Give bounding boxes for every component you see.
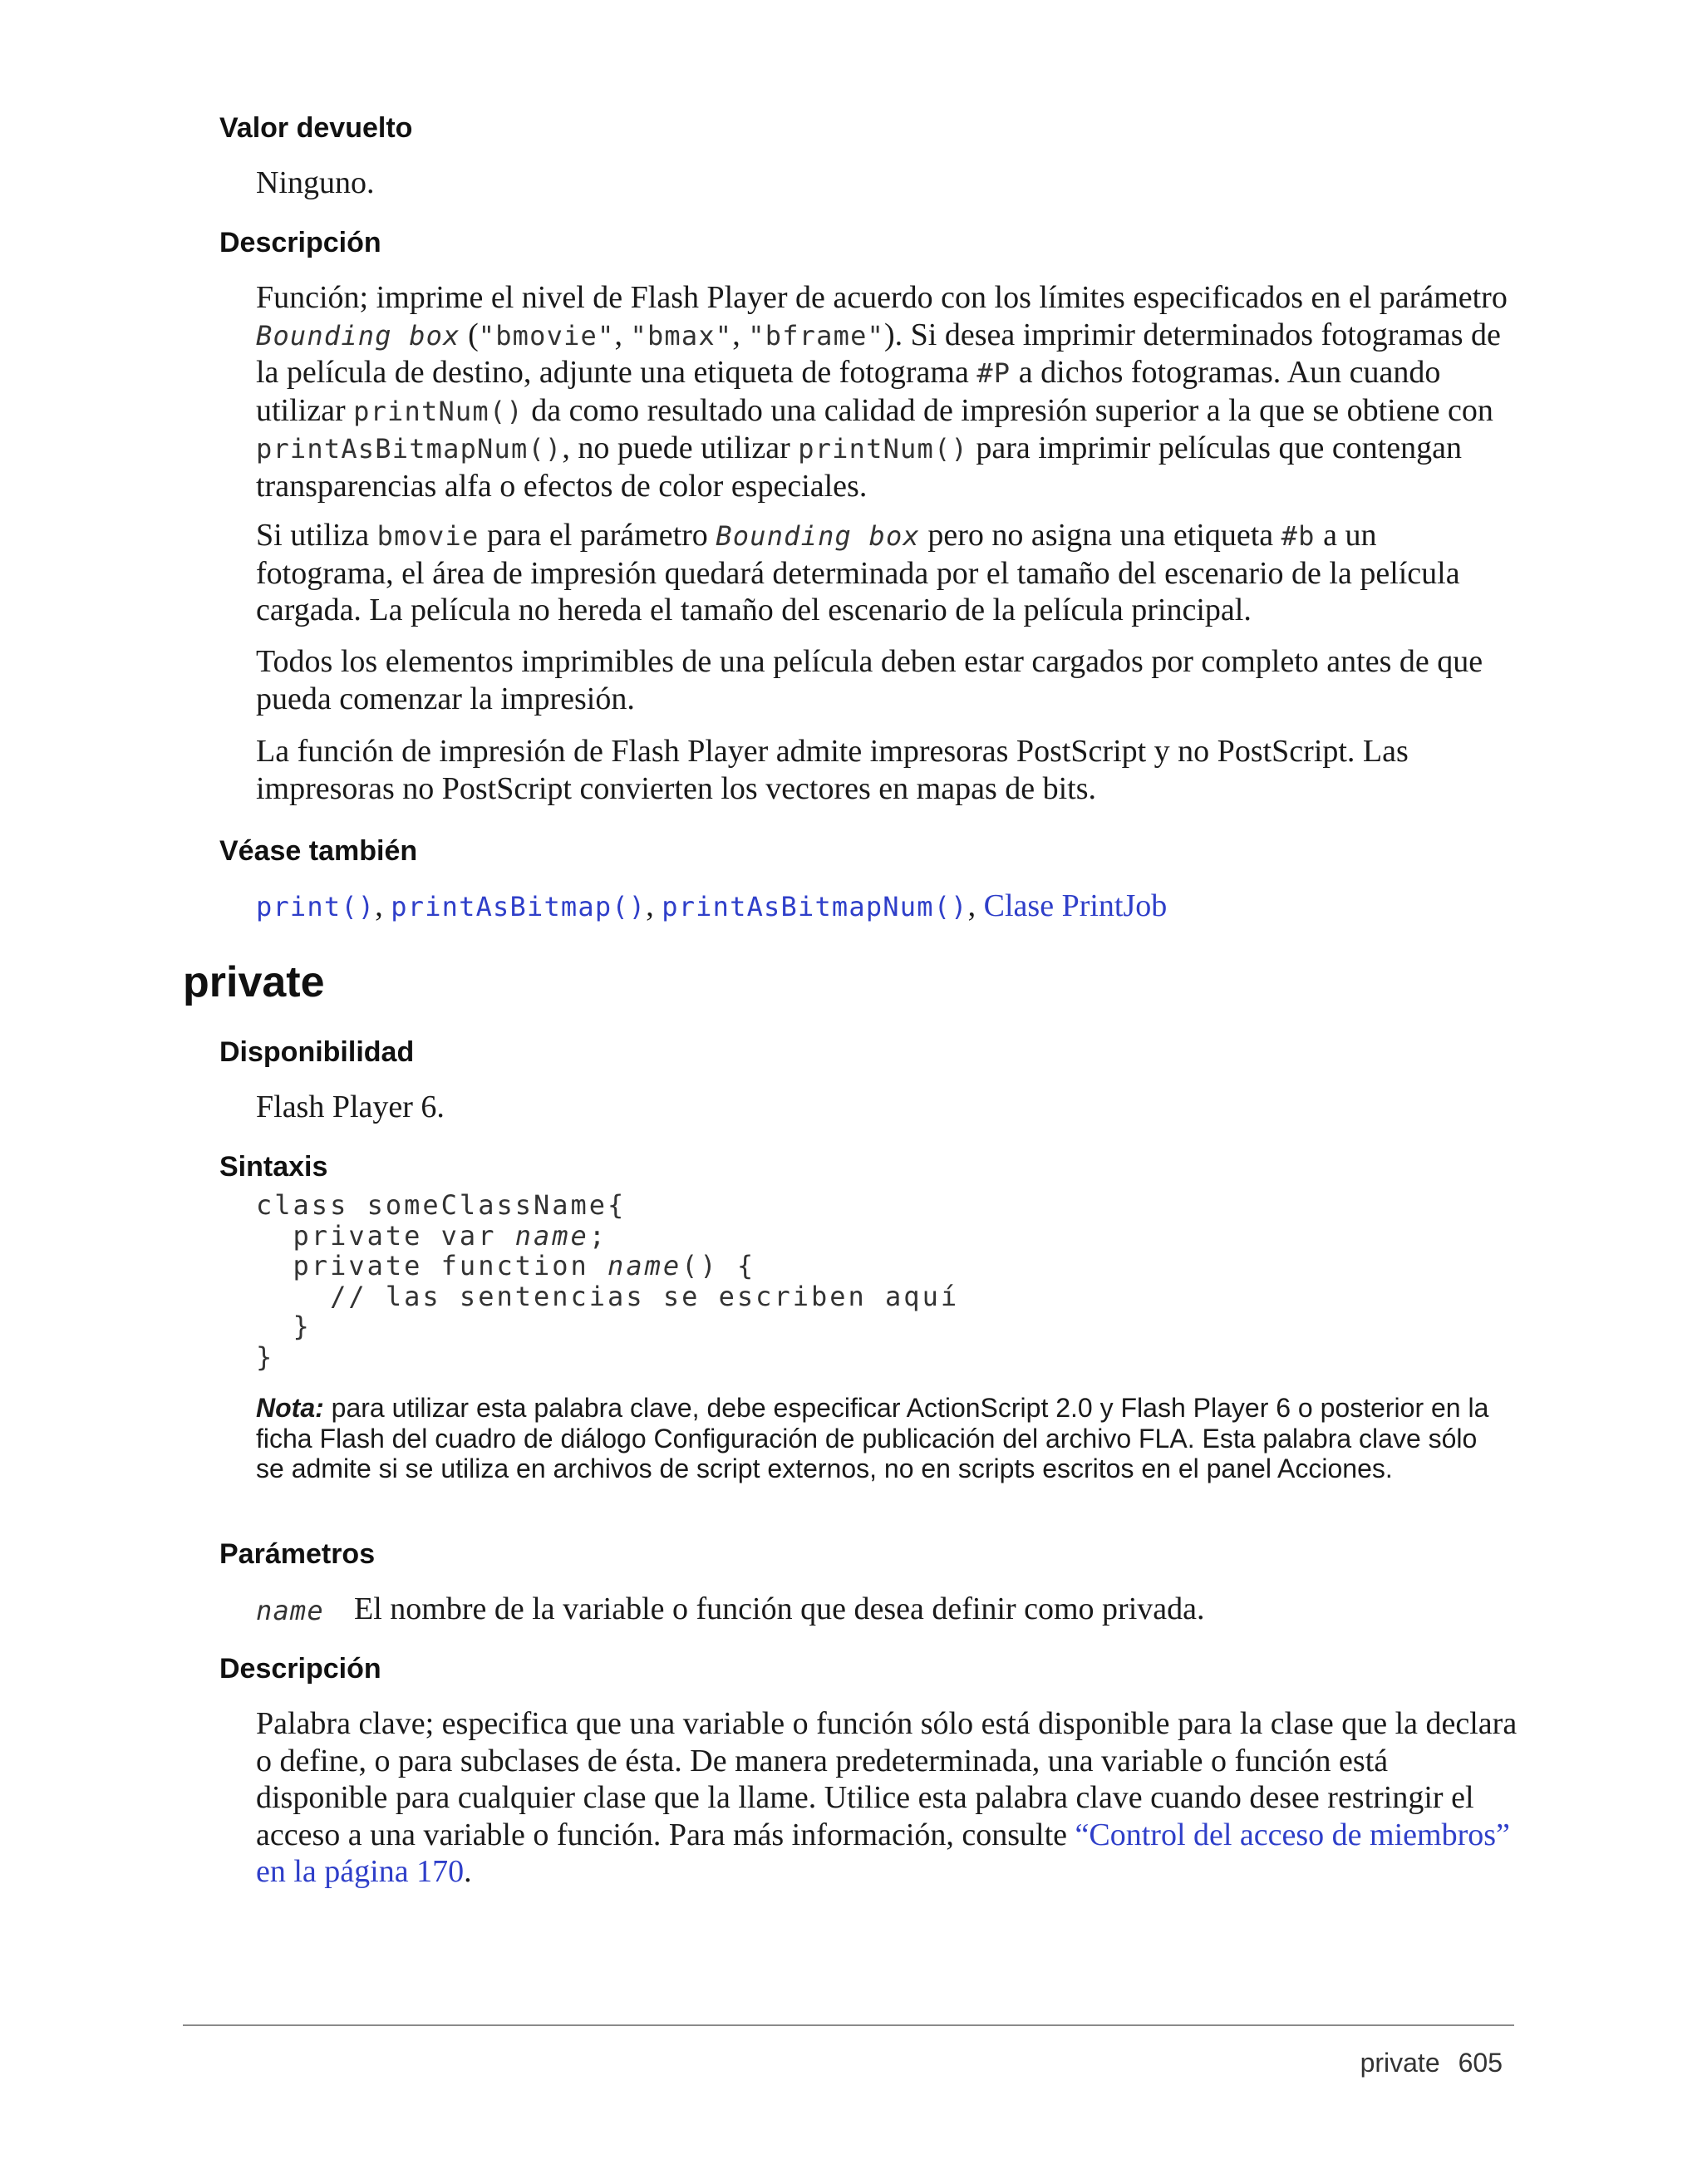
section-heading-parametros: Parámetros <box>219 1538 376 1570</box>
page-footer <box>1360 2046 1503 2079</box>
code-identifier: name <box>514 1219 589 1252</box>
footer-label: private <box>1360 2048 1440 2078</box>
text-run: para imprimir películas que contengan transparencias alfa o efectos de color especiales. <box>256 430 1462 504</box>
code-punct: ; <box>588 1219 608 1252</box>
code-bmovie: "bmovie" <box>478 319 615 352</box>
code-identifier: name <box>608 1250 682 1282</box>
code-bframe: "bframe" <box>748 319 885 352</box>
text-run: para el parámetro <box>479 518 716 553</box>
code-frame-label-b: #b <box>1281 520 1316 552</box>
code-line: class someClassName{ <box>256 1189 627 1221</box>
code-printnum: printNum() <box>353 395 524 427</box>
text-run: pero no asigna una etiqueta <box>919 518 1281 553</box>
note-paragraph <box>256 1393 1511 1484</box>
descripcion-paragraph-3: Todos los elementos imprimibles de una película deben estar cargados por completo antes de que pueda comenzar la impresión. <box>256 644 1483 716</box>
text-run: . <box>464 1854 472 1889</box>
text-run: Si utiliza <box>256 518 377 553</box>
text-run: a dichos fotogramas. Aun cuando utilizar <box>256 355 1441 428</box>
entry-title: private <box>183 958 325 1006</box>
text-run: ). Si desea imprimir determinados fotogramas de la película de destino, adjunte una etiqueta de fotograma <box>256 317 1501 390</box>
valor-devuelto-text: Ninguno. <box>256 165 375 200</box>
code-bounding-box: Bounding box <box>716 520 920 552</box>
section-heading-descripcion: Descripción <box>219 227 381 258</box>
section-heading-disponibilidad: Disponibilidad <box>219 1036 415 1068</box>
code-line: private function <box>256 1250 608 1282</box>
section-heading-descripcion: Descripción <box>219 1653 381 1685</box>
code-line: } <box>256 1340 275 1373</box>
text-run: da como resultado una calidad de impresión superior a la que se obtiene con <box>523 392 1493 428</box>
footer-rule <box>183 2024 1514 2026</box>
note-label: Nota: <box>256 1393 324 1423</box>
text-run: Función; imprime el nivel de Flash Player de acuerdo con los límites especificados en el parámetro <box>256 280 1508 315</box>
code-printasbitmapnum: printAsBitmapNum() <box>256 433 563 465</box>
code-line: private var <box>256 1219 515 1252</box>
separator: , <box>646 888 662 923</box>
see-also-links <box>256 888 1519 926</box>
section-heading-valor-devuelto: Valor devuelto <box>219 112 413 144</box>
page-number: 605 <box>1458 2048 1503 2078</box>
code-printnum: printNum() <box>798 433 968 465</box>
link-printasbitmapnum[interactable]: printAsBitmapNum() <box>662 891 968 922</box>
text-run: , <box>732 317 749 352</box>
section-heading-sintaxis: Sintaxis <box>219 1151 328 1183</box>
separator: , <box>967 888 984 923</box>
text-run: , no puede utilizar <box>562 430 799 465</box>
section-heading-vease-tambien: Véase también <box>219 835 418 867</box>
code-comment: // las sentencias se escriben aquí <box>256 1280 960 1312</box>
code-bmovie: bmovie <box>376 520 480 552</box>
text-run: , <box>614 317 631 352</box>
link-printasbitmap[interactable]: printAsBitmap() <box>391 891 647 922</box>
descripcion-paragraph-4: La función de impresión de Flash Player admite impresoras PostScript y no PostScript. Las impresoras no PostScript convierten los vectores en mapas de bits. <box>256 734 1409 806</box>
text-run: a un fotograma, el área de impresión quedará determinada por el tamaño del escenario de la película cargada. La película no hereda el tamaño del escenario de la película principal. <box>256 518 1460 627</box>
descripcion-paragraph-2 <box>256 517 1519 629</box>
text-run: ( <box>460 317 479 352</box>
descripcion-paragraph-1 <box>256 279 1519 504</box>
link-control-acceso-miembros[interactable]: “Control del acceso de miembros” en la página 170 <box>256 1817 1510 1889</box>
code-bmax: "bmax" <box>630 319 733 352</box>
link-print[interactable]: print() <box>256 891 376 922</box>
code-bounding-box: Bounding box <box>256 319 460 352</box>
parameter-description: El nombre de la variable o función que desea definir como privada. <box>354 1591 1205 1626</box>
parameter-name: name <box>256 1595 324 1626</box>
link-clase-printjob[interactable]: Clase PrintJob <box>983 888 1168 923</box>
note-text: para utilizar esta palabra clave, debe especificar ActionScript 2.0 y Flash Player 6 o posterior en la ficha Flash del cuadro de diálogo Configuración de publicación del archivo FLA. Esta palabra clave sólo se admite si se utiliza en archivos de script externos, no en scripts escritos en el panel Acciones. <box>256 1393 1489 1484</box>
separator: , <box>375 888 391 923</box>
syntax-code-block <box>256 1190 959 1373</box>
code-punct: () { <box>681 1250 756 1282</box>
disponibilidad-text: Flash Player 6. <box>256 1090 445 1124</box>
private-description <box>256 1705 1519 1891</box>
code-frame-label-p: #P <box>976 357 1011 389</box>
text-run: Palabra clave; especifica que una variable o función sólo está disponible para la clase que la declara o define, o para subclases de ésta. De manera predeterminada, una variable o función está disponible para cualquier clase que la llame. Utilice esta palabra clave cuando desee restringir el acceso a una variable o función. Para más información, consulte <box>256 1706 1518 1852</box>
code-line: } <box>256 1311 312 1343</box>
